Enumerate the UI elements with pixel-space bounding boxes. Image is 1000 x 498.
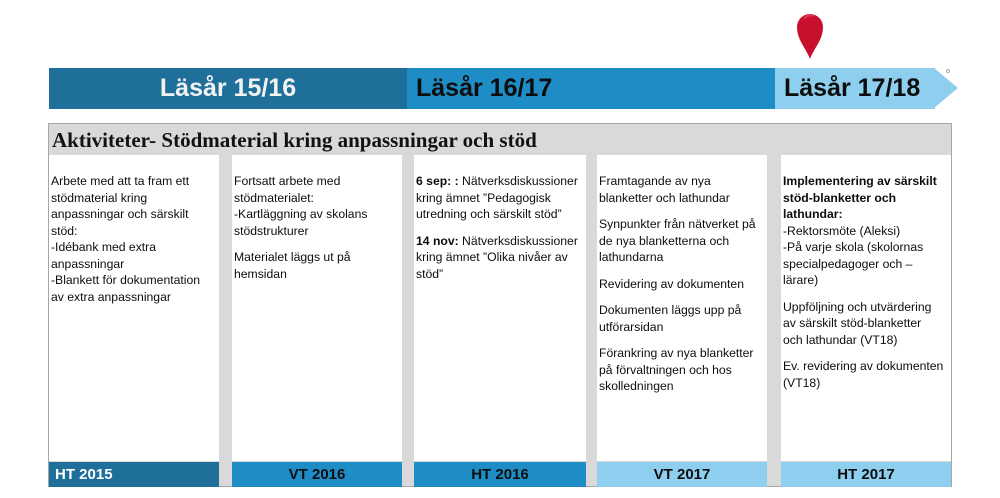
network-event-nov: 14 nov: Nätverksdiskussioner kring ämnet ”Olika nivåer av stöd” (416, 233, 578, 281)
map-pin-icon (796, 10, 824, 60)
activity-text: Uppföljning och utvärdering av särskilt stöd-blanketter och lathundar (VT18) (783, 299, 932, 347)
activity-column-ht2015 (49, 155, 219, 461)
term-label-vt2017: VT 2017 (597, 462, 767, 487)
school-year-banner-17-18: Läsår 17/18 (775, 68, 935, 109)
activity-column-vt2017 (597, 155, 767, 461)
term-label-vt2016: VT 2016 (232, 462, 402, 487)
section-title: Aktiviteter- Stödmaterial kring anpassningar och stöd (52, 128, 537, 152)
event-date: 6 sep: : (416, 174, 459, 188)
event-date: 14 nov: (416, 233, 459, 248)
network-event-sep: 6 sep: : Nätverksdiskussioner kring ämnet ”Pedagogisk utredning och särskilt stöd” (416, 174, 578, 221)
activity-text: Materialet läggs ut på hemsidan (234, 250, 351, 281)
school-year-banner-16-17: Läsår 16/17 (407, 68, 775, 109)
timeline-arrow-tip (934, 68, 958, 108)
term-label-ht2017: HT 2017 (781, 462, 951, 487)
activity-text: Arbete med att ta fram ett stödmaterial kring anpassningar och särskilt stöd: -Idébank med extra anpassningar -Blankett för dokumentation av extra anpassningar (51, 174, 201, 304)
activity-text: Dokumenten läggs upp på utförarsidan (599, 303, 742, 334)
activity-column-vt2016 (232, 155, 402, 461)
activity-column-ht2016 (414, 155, 586, 461)
decorative-dot (946, 69, 950, 73)
activity-text: Revidering av dokumenten (599, 276, 744, 291)
activity-column-ht2017 (781, 155, 951, 461)
activity-text: Förankring av nya blanketter på förvaltningen och hos skolledningen (599, 346, 754, 393)
term-label-ht2016: HT 2016 (414, 462, 586, 487)
term-label-ht2015: HT 2015 (49, 462, 219, 487)
activity-text: Framtagande av nya blanketter och lathundar (599, 174, 730, 205)
activity-text: Ev. revidering av dokumenten (VT18) (783, 359, 944, 390)
school-year-banner-15-16: Läsår 15/16 (49, 68, 407, 109)
activity-text: Synpunkter från nätverket på de nya blanketterna och lathundarna (599, 217, 756, 264)
activity-text: Fortsatt arbete med stödmaterialet: -Kartläggning av skolans stödstrukturer (234, 174, 368, 238)
activity-text: Implementering av särskilt stöd-blanketter och lathundar: -Rektorsmöte (Aleksi) -På varje skola (skolornas specialpedagoger och – lärare) (783, 174, 937, 287)
